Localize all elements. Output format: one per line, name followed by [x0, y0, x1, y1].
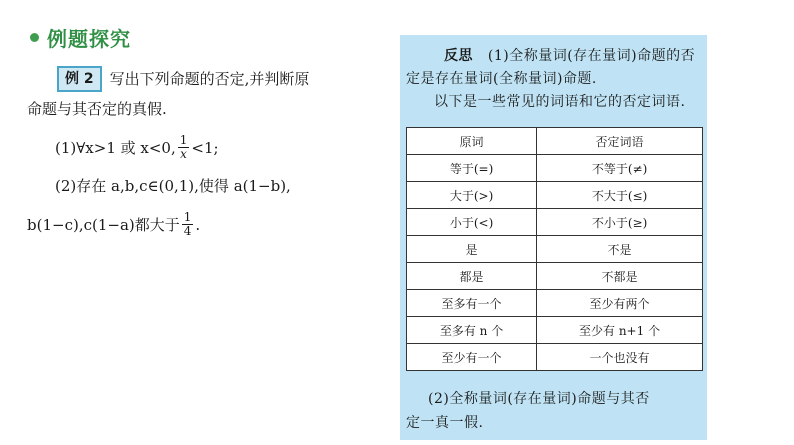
reflection-para1 [406, 45, 702, 91]
table-cell: 是 [407, 236, 537, 263]
item1-frac-num: 1 [179, 133, 188, 147]
item1-fraction [178, 134, 190, 161]
table-cell: 大于(>) [407, 182, 537, 209]
item2-frac-den: 4 [183, 224, 192, 238]
item1-frac-den: x [180, 147, 187, 161]
example-block [27, 66, 387, 238]
table-cell: 都是 [407, 263, 537, 290]
table-cell: 至少有两个 [537, 290, 703, 317]
reflection-para3-line2: 定一真一假. [406, 415, 484, 431]
table-cell: 不是 [537, 236, 703, 263]
example-item-1 [27, 134, 387, 161]
example-header-row [27, 66, 387, 92]
item2-tail: . [195, 215, 201, 234]
table-cell: 至少有一个 [407, 344, 537, 371]
item1-tail: <1; [191, 138, 219, 157]
table-row [407, 182, 703, 209]
table-header-original: 原词 [407, 128, 537, 155]
table-row [407, 290, 703, 317]
section-header [30, 22, 131, 52]
table-cell: 不大于(≤) [537, 182, 703, 209]
example-prompt-line1: 写出下列命题的否定,并判断原 [109, 70, 310, 88]
table-row [407, 263, 703, 290]
reflection-label: 反思 [444, 48, 473, 64]
table-row [407, 317, 703, 344]
negation-table [406, 127, 703, 371]
reflection-para1-text: (1)全称量词(存在量词)命题的否定是存在量词(全称量词)命题. [406, 48, 696, 87]
item2-line1: (2)存在 a,b,c∈(0,1),使得 a(1−b), [55, 177, 291, 195]
reflection-panel [400, 35, 707, 440]
item1-text: (1)∀x>1 或 x<0, [55, 138, 176, 157]
table-cell: 不都是 [537, 263, 703, 290]
table-row [407, 209, 703, 236]
reflection-text [406, 45, 702, 114]
item2-line2: b(1−c),c(1−a)都大于 [27, 215, 180, 234]
table-cell: 等于(=) [407, 155, 537, 182]
table-row [407, 155, 703, 182]
table-cell: 一个也没有 [537, 344, 703, 371]
table-cell: 至多有 n 个 [407, 317, 537, 344]
example-badge: 例 2 [57, 66, 102, 92]
reflection-para3-line1: (2)全称量词(存在量词)命题与其否 [428, 391, 650, 407]
table-cell: 不等于(≠) [537, 155, 703, 182]
bullet-dot-icon [30, 33, 39, 42]
table-row [407, 236, 703, 263]
example-item-2-line1 [27, 175, 387, 197]
table-header-negation: 否定词语 [537, 128, 703, 155]
item2-fraction [182, 211, 194, 238]
table-cell: 小于(<) [407, 209, 537, 236]
table-header-row [407, 128, 703, 155]
table-row [407, 344, 703, 371]
table-cell: 至多有一个 [407, 290, 537, 317]
reflection-para3 [406, 387, 702, 435]
section-title: 例题探究 [47, 26, 131, 51]
example-prompt-line2: 命题与其否定的真假. [27, 100, 167, 118]
table-cell: 不小于(≥) [537, 209, 703, 236]
item2-frac-num: 1 [183, 210, 192, 224]
reflection-para2: 以下是一些常见的词语和它的否定词语. [434, 94, 686, 110]
table-cell: 至少有 n+1 个 [537, 317, 703, 344]
example-item-2-line2 [27, 211, 387, 238]
